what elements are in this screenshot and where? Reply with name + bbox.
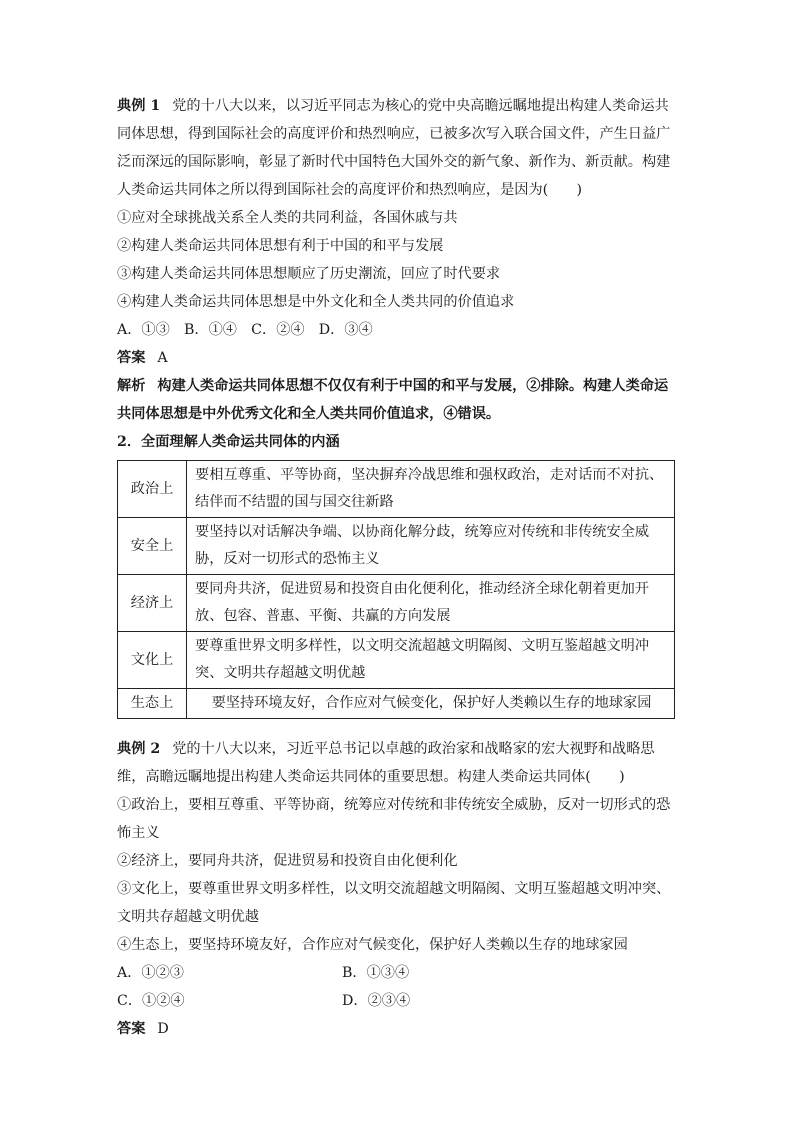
table-row [118,689,675,719]
table-row [118,632,675,689]
example1-analysis [117,372,679,428]
example2-label: 典例 2 [117,741,161,757]
example1-stem-text: 党的十八大以来，以习近平同志为核心的党中央高瞻远瞩地提出构建人类命运共同体思想，得到国际社会的高度评价和热烈响应，已被多次写入联合国文件，产生日益广泛而深远的国际影响，彰显了新时代中国特色大国外交的新气象、新作为、新贡献。构建人类命运共同体之所以得到国际社会的高度评价和热烈响应，是因为( ) [117,98,671,198]
table-row-key: 文化上 [118,632,187,689]
example1-options: A．①③ B．①④ C．②④ D．③④ [117,322,373,338]
example2-options-row-2 [117,987,679,1015]
example2-item-2: ②经济上，要同舟共济，促进贸易和投资自由化便利化 [117,853,458,869]
table-row-key: 生态上 [118,689,187,719]
example1-item-2: ②构建人类命运共同体思想有利于中国的和平与发展 [117,238,444,254]
table-row [118,461,675,518]
connotation-table [117,460,675,719]
table-row-key: 安全上 [118,518,187,575]
example2-item-3: ③文化上，要尊重世界文明多样性，以文明交流超越文明隔阂、文明互鉴超越文明冲突、文明共存超越文明优越 [117,881,671,925]
example2-option-a: A．①②③ [117,965,184,981]
section-heading: 2．全面理解人类命运共同体的内涵 [117,434,340,450]
example2-answer-label: 答案 [117,1021,146,1037]
table-row-value: 要坚持以对话解决争端、以协商化解分歧，统筹应对传统和非传统安全威胁，反对一切形式的恐怖主义 [187,518,675,575]
example1-answer [117,344,679,372]
example1-stem [117,92,679,204]
example2-option-b: B．①③④ [342,965,410,981]
example2-answer [117,1015,679,1043]
table-row-value: 要相互尊重、平等协商，坚决摒弃冷战思维和强权政治，走对话而不对抗、结伴而不结盟的国与国交往新路 [187,461,675,518]
example2-stem [117,735,679,791]
example2-item-4: ④生态上，要坚持环境友好，合作应对气候变化，保护好人类赖以生存的地球家园 [117,937,628,953]
example2-item-1: ①政治上，要相互尊重、平等协商，统筹应对传统和非传统安全威胁，反对一切形式的恐怖主义 [117,797,671,841]
table-row-value: 要坚持环境友好，合作应对气候变化，保护好人类赖以生存的地球家园 [187,689,675,719]
document-page [117,92,679,1043]
example2-answer-value: D [157,1021,169,1037]
example1-item-3: ③构建人类命运共同体思想顺应了历史潮流，回应了时代要求 [117,266,501,282]
example2-option-c: C．①②④ [117,993,185,1009]
example1-analysis-label: 解析 [117,378,146,394]
table-row-key: 经济上 [118,575,187,632]
example1-analysis-text: 构建人类命运共同体思想不仅仅有利于中国的和平与发展，②排除。构建人类命运共同体思想是中外优秀文化和全人类共同价值追求，④错误。 [117,378,669,422]
example1-answer-label: 答案 [117,350,146,366]
example1-item-1: ①应对全球挑战关系全人类的共同利益，各国休戚与共 [117,210,458,226]
example1-label: 典例 1 [117,98,161,114]
example2-option-d: D．②③④ [342,993,411,1009]
table-row-value: 要尊重世界文明多样性，以文明交流超越文明隔阂、文明互鉴超越文明冲突、文明共存超越文明优越 [187,632,675,689]
table-row-value: 要同舟共济，促进贸易和投资自由化便利化，推动经济全球化朝着更加开放、包容、普惠、平衡、共赢的方向发展 [187,575,675,632]
example1-item-4: ④构建人类命运共同体思想是中外文化和全人类共同的价值追求 [117,294,515,310]
example1-answer-value: A [157,350,168,366]
table-row [118,518,675,575]
example2-stem-text: 党的十八大以来，习近平总书记以卓越的政治家和战略家的宏大视野和战略思维，高瞻远瞩地提出构建人类命运共同体的重要思想。构建人类命运共同体( ) [117,741,655,785]
example2-options-row-1 [117,959,679,987]
table-row [118,575,675,632]
table-row-key: 政治上 [118,461,187,518]
